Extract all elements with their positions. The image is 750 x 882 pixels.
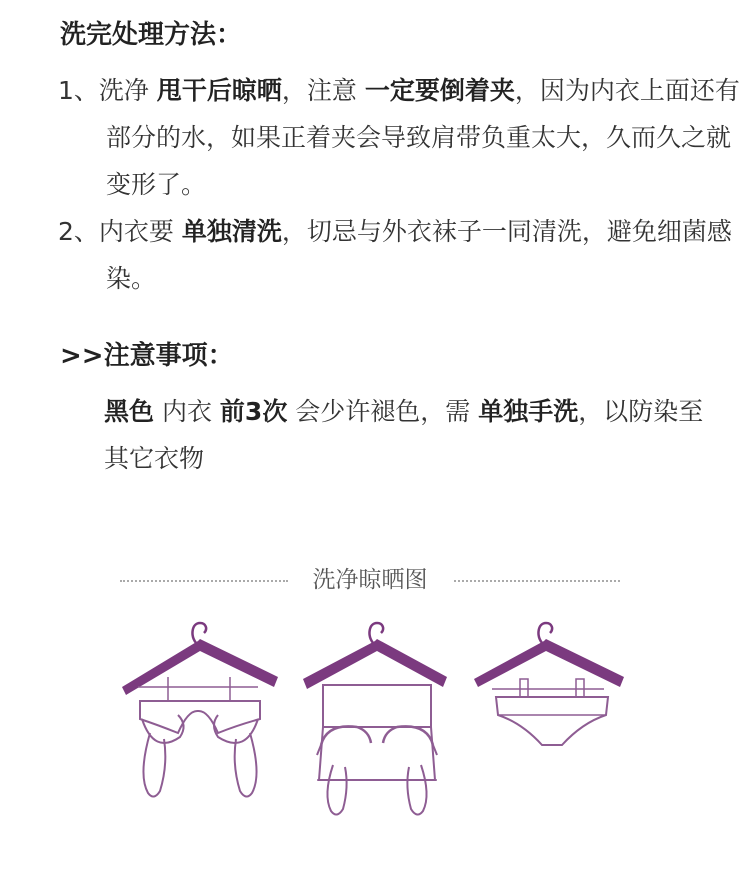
notes-text-a: 内衣 (154, 397, 220, 426)
figure-caption: 洗净晾晒图 (312, 567, 428, 593)
instruction-item-2 (58, 208, 746, 302)
item-1-number: 1、 (58, 76, 99, 105)
hanger-panties-icon (472, 615, 632, 755)
notes-text-b: 会少许褪色，需 (287, 397, 479, 426)
item-2-emphasis-wash-separately: 单独清洗 (181, 217, 282, 246)
hanger-bra-skirt-icon (297, 615, 457, 820)
figure-caption-row (120, 564, 620, 596)
notes-text-c: ，以防染至其它衣物 (104, 397, 704, 473)
item-1-text-c: ，因为内衣上面还有部分的水，如果正着夹会导致肩带负重太大，久而久之就变形了。 (106, 76, 740, 199)
item-2-text-a: 内衣要 (98, 217, 182, 246)
item-2-number: 2、 (58, 217, 99, 246)
item-1-emphasis-upside-down: 一定要倒着夹 (364, 76, 515, 105)
hanger-bra-icon (118, 615, 278, 805)
item-2-text-b: ，切忌与外衣袜子一同清洗，避免细菌感染。 (106, 217, 732, 293)
item-1-text-b: ，注意 (281, 76, 365, 105)
notes-emphasis-hand-wash: 单独手洗 (478, 397, 579, 426)
notes-emphasis-first-3: 前3次 (219, 397, 288, 426)
washing-method-heading: 洗完处理方法： (60, 20, 243, 50)
dotted-divider-right (454, 580, 620, 582)
instruction-item-1 (58, 67, 746, 208)
item-1-text-a: 洗净 (98, 76, 157, 105)
item-1-emphasis-spin-dry: 甩干后晾晒 (156, 76, 282, 105)
notes-text (104, 388, 704, 482)
notes-heading: >>注意事项： (60, 341, 234, 371)
notes-emphasis-black: 黑色 (104, 397, 155, 426)
